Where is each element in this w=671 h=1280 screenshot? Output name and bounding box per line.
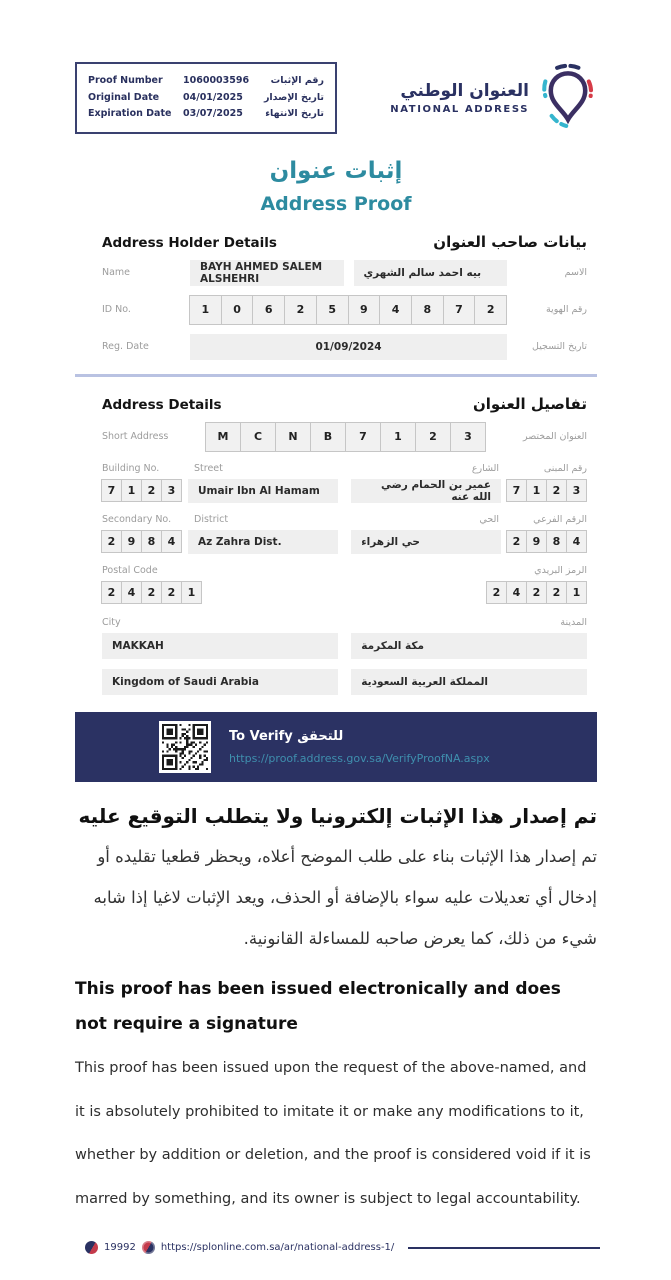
secondary-district-row xyxy=(102,514,587,554)
digit-cell: 1 xyxy=(189,295,222,325)
digit-cell: B xyxy=(310,422,346,452)
notice-arabic-body: تم إصدار هذا الإثبات بناء على طلب الموضح أعلاه، ويحظر قطعيا تقليده أو إدخال أي تعديلات عليه سواء بالإضافة أو الحذف، ويعد الإثبات لاغيا إذا شابه شيء من ذلك، كما يعرض صاحبه للمساءلة القانونية. xyxy=(93,846,597,949)
globe-icon xyxy=(142,1241,155,1254)
secondary-label-ar: الرقم الفرعي xyxy=(533,513,587,525)
postal-digit-cells-en xyxy=(102,581,202,604)
digit-cell: M xyxy=(205,422,241,452)
digit-cell: 2 xyxy=(141,581,162,604)
city-labels-row xyxy=(102,617,587,628)
secondary-district-en xyxy=(102,514,338,554)
digit-cell: 2 xyxy=(101,530,122,553)
city-values-row xyxy=(102,633,587,659)
expiration-date-label-en: Expiration Date xyxy=(88,108,172,120)
notice-arabic xyxy=(75,804,597,960)
building-label-ar: رقم المبنى xyxy=(543,462,587,474)
footer-phone-number: 19992 xyxy=(104,1242,136,1253)
district-label-ar: الحي xyxy=(479,513,499,525)
digit-cell: 4 xyxy=(121,581,142,604)
id-label-en: ID No. xyxy=(102,304,131,316)
logo-title-arabic: العنوان الوطني xyxy=(400,80,529,101)
original-date-value: 04/01/2025 xyxy=(183,91,243,103)
city-label-ar: المدينة xyxy=(560,616,587,628)
short-address-label-ar: العنوان المختصر xyxy=(522,431,587,443)
building-digit-cells-en xyxy=(102,479,182,502)
digit-cell: 2 xyxy=(486,581,507,604)
building-label-en: Building No. xyxy=(102,462,160,474)
digit-cell: 3 xyxy=(450,422,486,452)
document-header xyxy=(75,62,597,134)
digit-cell: 0 xyxy=(221,295,254,325)
name-row xyxy=(102,260,587,286)
qr-code xyxy=(159,721,211,773)
proof-number-label-ar: رقم الإثبات xyxy=(270,75,324,86)
postal-code-row xyxy=(102,565,587,604)
national-address-logo xyxy=(390,63,597,133)
secondary-digit-cells-ar xyxy=(507,530,587,553)
country-row xyxy=(102,669,587,695)
street-label-ar: الشارع xyxy=(471,462,499,474)
verify-label xyxy=(229,729,490,744)
verify-url-link[interactable]: https://proof.address.gov.sa/VerifyProofNA.aspx xyxy=(229,751,490,765)
address-header-ar: تفاصيل العنوان xyxy=(472,394,587,413)
digit-cell: 2 xyxy=(526,581,547,604)
digit-cell: 2 xyxy=(546,581,567,604)
address-section-header xyxy=(102,395,587,413)
building-street-ar xyxy=(351,463,587,503)
secondary-digit-cells-en xyxy=(102,530,182,553)
reg-date-label-en: Reg. Date xyxy=(102,341,149,353)
verify-text-block xyxy=(229,729,490,765)
original-date-row xyxy=(88,90,324,107)
digit-cell: 1 xyxy=(526,479,547,502)
expiration-date-row xyxy=(88,106,324,123)
digit-cell: 4 xyxy=(379,295,412,325)
digit-cell: 2 xyxy=(415,422,451,452)
digit-cell: 8 xyxy=(141,530,162,553)
short-address-row xyxy=(102,422,587,452)
document-title-english: Address Proof xyxy=(260,192,412,215)
logo-text xyxy=(390,81,529,115)
secondary-district-ar xyxy=(351,514,587,554)
holder-header-ar: بيانات صاحب العنوان xyxy=(433,232,587,251)
building-street-row xyxy=(102,463,587,503)
digit-cell: 1 xyxy=(181,581,202,604)
id-digit-cells xyxy=(190,295,507,325)
document-title xyxy=(75,158,597,215)
street-label-en: Street xyxy=(194,462,223,474)
postal-code-ar xyxy=(351,565,587,604)
verify-label-en: To Verify xyxy=(229,728,293,744)
reg-date-label-ar: تاريخ التسجيل xyxy=(532,341,587,353)
country-value-ar: المملكة العربية السعودية xyxy=(351,669,587,695)
verify-bar xyxy=(75,712,597,782)
digit-cell: 1 xyxy=(380,422,416,452)
city-label-en: City xyxy=(102,616,121,628)
digit-cell: 1 xyxy=(121,479,142,502)
digit-cell: 5 xyxy=(316,295,349,325)
digit-cell: 4 xyxy=(506,581,527,604)
reg-date-value: 01/09/2024 xyxy=(190,334,507,360)
digit-cell: 2 xyxy=(474,295,507,325)
footer xyxy=(85,1241,600,1254)
digit-cell: C xyxy=(240,422,276,452)
digit-cell: 7 xyxy=(506,479,527,502)
location-pin-icon xyxy=(539,63,597,133)
name-value-ar: بيه احمد سالم الشهري xyxy=(354,260,508,286)
digit-cell: 9 xyxy=(121,530,142,553)
address-details-section xyxy=(75,395,597,695)
id-number-row xyxy=(102,295,587,325)
digit-cell: 9 xyxy=(526,530,547,553)
postal-label-en: Postal Code xyxy=(102,564,158,576)
secondary-label-en: Secondary No. xyxy=(102,513,172,525)
digit-cell: 8 xyxy=(546,530,567,553)
digit-cell: 7 xyxy=(345,422,381,452)
digit-cell: 8 xyxy=(411,295,444,325)
street-value-en: Umair Ibn Al Hamam xyxy=(188,479,338,503)
district-value-ar: حي الزهراء xyxy=(351,530,501,554)
digit-cell: 2 xyxy=(161,581,182,604)
digit-cell: 2 xyxy=(101,581,122,604)
logo-title-english: NATIONAL ADDRESS xyxy=(390,103,529,115)
district-value-en: Az Zahra Dist. xyxy=(188,530,338,554)
digit-cell: 3 xyxy=(161,479,182,502)
footer-url-link[interactable]: https://splonline.com.sa/ar/national-address-1/ xyxy=(160,1242,395,1253)
notice-english-body: This proof has been issued upon the request of the above-named, and it is absolutely prohibited to imitate it or make any modifications to it, whether by addition or deletion, and the proof is considered void if it is marred by something, and its owner is subject to legal accountability. xyxy=(75,1060,591,1207)
notice-english xyxy=(75,972,597,1221)
digit-cell: 6 xyxy=(252,295,285,325)
proof-meta-box xyxy=(75,62,337,134)
postal-label-ar: الرمز البريدي xyxy=(534,564,587,576)
building-street-en xyxy=(102,463,338,503)
original-date-label-ar: تاريخ الإصدار xyxy=(263,91,324,103)
footer-rule xyxy=(408,1247,600,1249)
digit-cell: 1 xyxy=(566,581,587,604)
digit-cell: 4 xyxy=(161,530,182,553)
address-header-en: Address Details xyxy=(102,396,222,413)
proof-number-row xyxy=(88,73,324,90)
phone-icon xyxy=(85,1241,98,1254)
proof-number-label-en: Proof Number xyxy=(88,75,163,86)
verify-label-ar: للتحقق xyxy=(297,728,344,744)
original-date-label-en: Original Date xyxy=(88,91,160,103)
digit-cell: N xyxy=(275,422,311,452)
holder-section-header xyxy=(102,233,587,251)
digit-cell: 7 xyxy=(443,295,476,325)
reg-date-row xyxy=(102,334,587,360)
district-label-en: District xyxy=(194,513,229,525)
short-address-label-en: Short Address xyxy=(102,431,169,443)
postal-code-en xyxy=(102,565,338,604)
id-label-ar: رقم الهوية xyxy=(545,304,587,316)
holder-header-en: Address Holder Details xyxy=(102,234,277,251)
expiration-date-label-ar: تاريخ الانتهاء xyxy=(265,108,324,120)
proof-number-value: 1060003596 xyxy=(183,75,250,86)
notice-arabic-heading: تم إصدار هذا الإثبات إلكترونيا ولا يتطلب التوقيع عليه xyxy=(78,803,597,828)
city-value-en: MAKKAH xyxy=(102,633,338,659)
name-label-ar: الاسم xyxy=(564,267,587,279)
short-address-cells xyxy=(206,422,486,452)
address-holder-section xyxy=(75,233,597,360)
building-digit-cells-ar xyxy=(507,479,587,502)
digit-cell: 2 xyxy=(284,295,317,325)
document-title-arabic: إثبات عنوان xyxy=(269,157,403,184)
digit-cell: 2 xyxy=(546,479,567,502)
digit-cell: 7 xyxy=(101,479,122,502)
digit-cell: 9 xyxy=(348,295,381,325)
name-label-en: Name xyxy=(102,267,131,279)
name-value-en: BAYH AHMED SALEM ALSHEHRI xyxy=(190,260,344,286)
expiration-date-value: 03/07/2025 xyxy=(183,108,243,120)
country-value-en: Kingdom of Saudi Arabia xyxy=(102,669,338,695)
notice-english-heading: This proof has been issued electronically and does not require a signature xyxy=(75,978,561,1035)
postal-digit-cells-ar xyxy=(487,581,587,604)
section-divider xyxy=(75,374,597,377)
city-value-ar: مكة المكرمة xyxy=(351,633,587,659)
digit-cell: 3 xyxy=(566,479,587,502)
digit-cell: 2 xyxy=(141,479,162,502)
digit-cell: 4 xyxy=(566,530,587,553)
digit-cell: 2 xyxy=(506,530,527,553)
street-value-ar: عمير بن الحمام رضي الله عنه xyxy=(351,479,501,503)
